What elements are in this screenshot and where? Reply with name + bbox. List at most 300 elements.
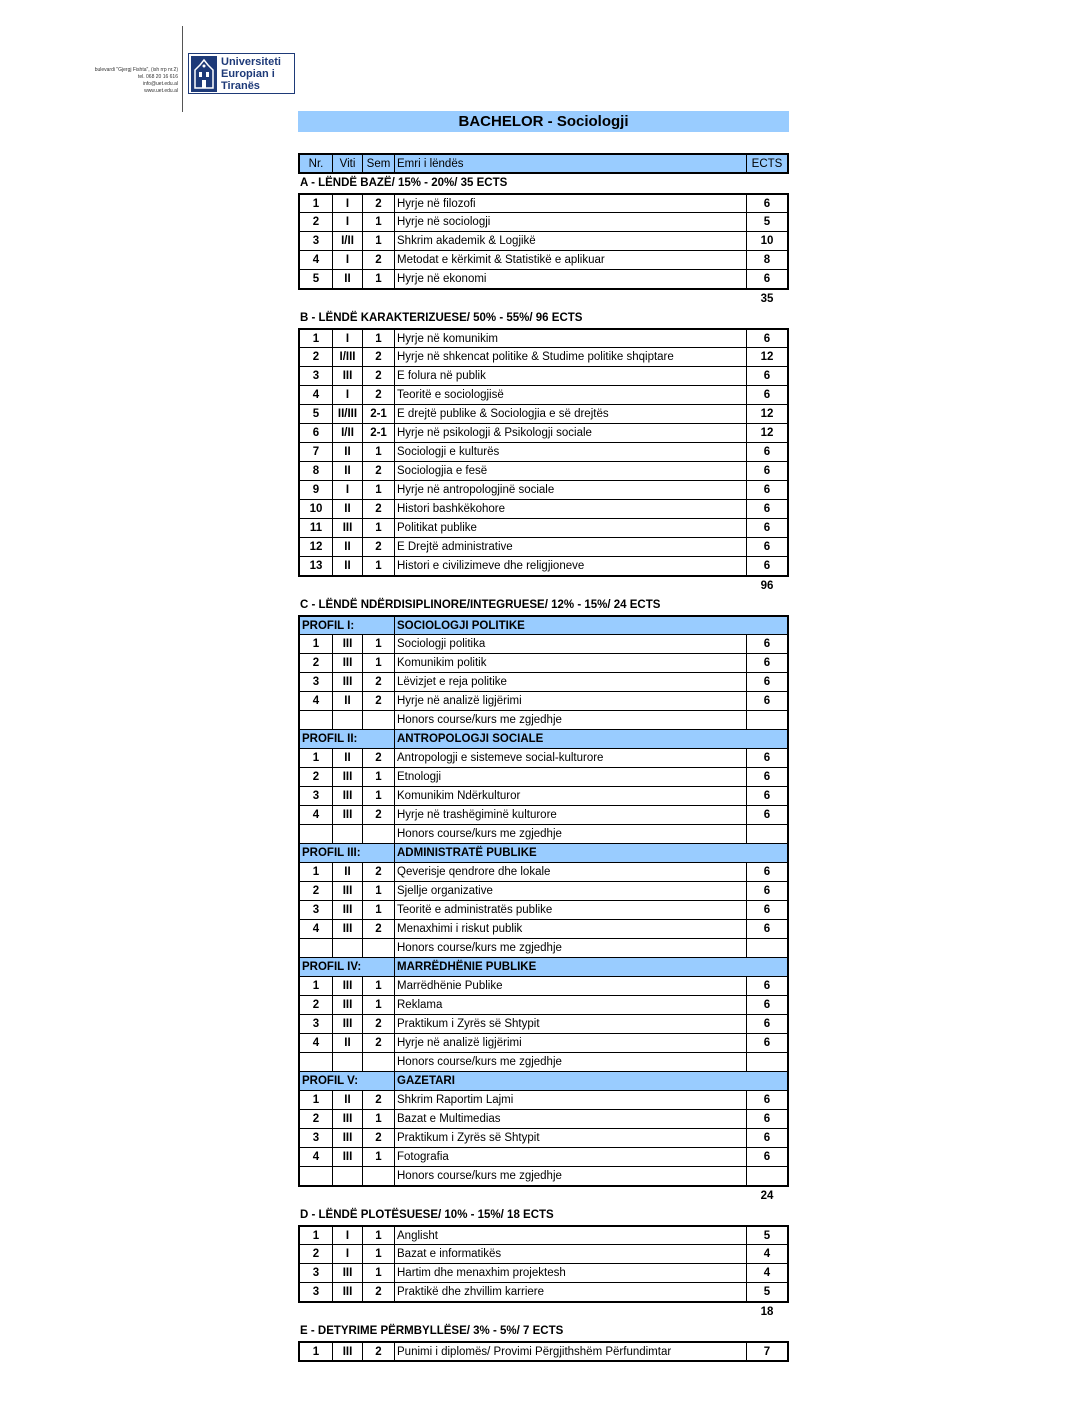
- ects-cell: 5: [763, 216, 771, 228]
- viti-cell: I/III: [333, 348, 363, 366]
- table-row: [298, 654, 789, 673]
- course-name-cell: Lëvizjet e reja politike: [395, 673, 747, 691]
- nr-cell: 3: [300, 1264, 333, 1282]
- profile-header-row: [298, 958, 789, 977]
- table-row: [298, 443, 789, 462]
- column-header-nr: Nr.: [300, 155, 333, 172]
- profile-header-row: [298, 1072, 789, 1091]
- sem-cell: 2: [363, 1283, 395, 1301]
- viti-cell: I: [333, 251, 363, 269]
- ects-cell: [747, 1053, 787, 1071]
- table-row: [298, 939, 789, 958]
- viti-cell: III: [333, 1129, 363, 1147]
- nr-cell: 5: [300, 270, 333, 288]
- ects-cell: [747, 939, 787, 957]
- table-row: [298, 1110, 789, 1129]
- table-row: [298, 920, 789, 939]
- nr-cell: 3: [300, 1015, 333, 1033]
- sem-cell: 1: [363, 1264, 395, 1282]
- viti-cell: III: [333, 882, 363, 900]
- viti-cell: II: [333, 1034, 363, 1052]
- sem-cell: 2: [363, 1091, 395, 1109]
- sem-cell: 1: [363, 901, 395, 919]
- viti-cell: II: [333, 692, 363, 710]
- viti-cell: III: [333, 920, 363, 938]
- nr-cell: 2: [300, 768, 333, 786]
- table-row: [298, 424, 789, 443]
- sem-cell: 2: [363, 386, 395, 404]
- ects-cell: 6: [763, 676, 771, 688]
- nr-cell: 1: [300, 1091, 333, 1109]
- course-name-cell: Sociologji politika: [395, 635, 747, 653]
- sem-cell: 2: [363, 806, 395, 824]
- table-row: [298, 1264, 789, 1283]
- section-title: A - LËNDË BAZË/ 15% - 20%/ 35 ECTS: [300, 177, 508, 189]
- sem-cell: 2: [363, 251, 395, 269]
- total-value: 35: [760, 293, 774, 305]
- ects-cell: [747, 825, 787, 843]
- section-total: [298, 1187, 789, 1206]
- viti-cell: II: [333, 462, 363, 480]
- ects-cell: 6: [763, 790, 771, 802]
- profile-header-row: [298, 730, 789, 749]
- course-name-cell: Politikat publike: [395, 519, 747, 537]
- address-line: www.uet.edu.al: [144, 88, 178, 94]
- viti-cell: II: [333, 500, 363, 518]
- ects-cell: [747, 1167, 787, 1185]
- nr-cell: 4: [300, 1148, 333, 1166]
- sem-cell: 2-1: [363, 405, 395, 423]
- course-name-cell: Antropologji e sistemeve social-kulturore: [395, 749, 747, 767]
- course-name-cell: Shkrim Raportim Lajmi: [395, 1091, 747, 1109]
- course-name-cell: E Drejtë administrative: [395, 538, 747, 556]
- nr-cell: 2: [300, 213, 333, 231]
- profile-label: PROFIL IV:: [300, 958, 395, 976]
- viti-cell: [333, 939, 363, 957]
- course-name-cell: Hartim dhe menaxhim projektesh: [395, 1264, 747, 1282]
- ects-cell: 6: [763, 522, 771, 534]
- ects-cell: 6: [763, 197, 771, 210]
- profile-name: ANTROPOLOGJI SOCIALE: [397, 733, 544, 745]
- sem-cell: 2: [363, 348, 395, 366]
- table-row: [298, 863, 789, 882]
- table-row: [298, 367, 789, 386]
- course-name-cell: Honors course/kurs me zgjedhje: [395, 711, 747, 729]
- nr-cell: 1: [300, 749, 333, 767]
- sem-cell: 1: [363, 768, 395, 786]
- table-row: [298, 711, 789, 730]
- table-row: [298, 232, 789, 251]
- nr-cell: 2: [300, 882, 333, 900]
- course-name-cell: Sjellje organizative: [395, 882, 747, 900]
- course-name-cell: Sociologjia e fesë: [395, 462, 747, 480]
- profile-label: PROFIL V:: [300, 1072, 395, 1090]
- logo-line: Tiranës: [221, 80, 260, 92]
- table-row: [298, 519, 789, 538]
- course-name-cell: Teoritë e administratës publike: [395, 901, 747, 919]
- viti-cell: II: [333, 749, 363, 767]
- ects-cell: 6: [763, 980, 771, 992]
- sem-cell: 1: [363, 330, 395, 347]
- logo-line: Universiteti: [221, 56, 281, 68]
- address-line: bulevardi "Gjergj Fishta", (ish rrp nr.2): [94, 67, 178, 73]
- sem-cell: 1: [363, 213, 395, 231]
- ects-cell: 6: [763, 541, 771, 553]
- sem-cell: 1: [363, 232, 395, 250]
- course-name-cell: Hyrje në trashëgiminë kulturore: [395, 806, 747, 824]
- table-row: [298, 481, 789, 500]
- section-total: [298, 1303, 789, 1322]
- ects-cell: 6: [763, 904, 771, 916]
- table-row: [298, 882, 789, 901]
- table-row: [298, 1283, 789, 1303]
- nr-cell: 8: [300, 462, 333, 480]
- table-row: [298, 692, 789, 711]
- nr-cell: 6: [300, 424, 333, 442]
- viti-cell: I: [333, 1245, 363, 1263]
- column-header-sem: Sem: [363, 155, 395, 172]
- address-line: tel. 068 20 16 616: [137, 74, 178, 80]
- profile-label: PROFIL I:: [300, 617, 395, 634]
- sem-cell: 1: [363, 996, 395, 1014]
- ects-cell: 6: [763, 695, 771, 707]
- sem-cell: 2: [363, 863, 395, 881]
- ects-cell: 6: [763, 1037, 771, 1049]
- nr-cell: 2: [300, 348, 333, 366]
- ects-cell: 6: [763, 923, 771, 935]
- table-row: [298, 348, 789, 367]
- viti-cell: II: [333, 557, 363, 575]
- course-name-cell: Praktikum i Zyrës së Shtypit: [395, 1129, 747, 1147]
- viti-cell: III: [333, 787, 363, 805]
- viti-cell: I: [333, 481, 363, 499]
- profile-header-row: [298, 844, 789, 863]
- viti-cell: III: [333, 673, 363, 691]
- course-name-cell: Marrëdhënie Publike: [395, 977, 747, 995]
- ects-cell: 4: [763, 1248, 771, 1260]
- nr-cell: 3: [300, 673, 333, 691]
- column-header-name: Emri i lëndës: [395, 155, 747, 172]
- table-row: [298, 251, 789, 270]
- table-row: [298, 193, 789, 213]
- sem-cell: 1: [363, 654, 395, 672]
- nr-cell: 3: [300, 1129, 333, 1147]
- viti-cell: II: [333, 538, 363, 556]
- sem-cell: 1: [363, 977, 395, 995]
- sem-cell: 2: [363, 500, 395, 518]
- nr-cell: 9: [300, 481, 333, 499]
- ects-cell: 6: [763, 1151, 771, 1163]
- table-row: [298, 328, 789, 348]
- table-row: [298, 996, 789, 1015]
- ects-cell: [747, 711, 787, 729]
- sem-cell: 2: [363, 692, 395, 710]
- viti-cell: III: [333, 1343, 363, 1360]
- viti-cell: I/II: [333, 424, 363, 442]
- sem-cell: 2: [363, 749, 395, 767]
- nr-cell: [300, 825, 333, 843]
- profile-label: PROFIL II:: [300, 730, 395, 748]
- section-total: [298, 290, 789, 309]
- total-value: 18: [760, 1306, 774, 1318]
- ects-cell: 6: [763, 560, 771, 572]
- nr-cell: [300, 1053, 333, 1071]
- column-header-viti: Viti: [333, 155, 363, 172]
- ects-cell: 6: [763, 885, 771, 897]
- ects-cell: 12: [760, 408, 774, 420]
- viti-cell: [333, 1167, 363, 1185]
- ects-cell: 6: [763, 389, 771, 401]
- viti-cell: III: [333, 367, 363, 385]
- viti-cell: [333, 711, 363, 729]
- table-row: [298, 673, 789, 692]
- total-value: 96: [760, 580, 774, 592]
- viti-cell: III: [333, 635, 363, 653]
- viti-cell: III: [333, 977, 363, 995]
- sem-cell: 1: [363, 270, 395, 288]
- header-divider: [182, 26, 183, 112]
- ects-cell: 6: [763, 771, 771, 783]
- course-name-cell: Histori e civilizimeve dhe religjioneve: [395, 557, 747, 575]
- table-row: [298, 1167, 789, 1187]
- table-row: [298, 1015, 789, 1034]
- sem-cell: 1: [363, 443, 395, 461]
- nr-cell: 12: [300, 538, 333, 556]
- sem-cell: 2: [363, 195, 395, 212]
- sem-cell: 2-1: [363, 424, 395, 442]
- sem-cell: [363, 939, 395, 957]
- ects-cell: 12: [760, 427, 774, 439]
- viti-cell: III: [333, 1110, 363, 1128]
- course-name-cell: Hyrje në antropologjinë sociale: [395, 481, 747, 499]
- viti-cell: I: [333, 213, 363, 231]
- sem-cell: [363, 1167, 395, 1185]
- nr-cell: 3: [300, 901, 333, 919]
- course-name-cell: Metodat e kërkimit & Statistikë e aplikuar: [395, 251, 747, 269]
- course-name-cell: Menaxhimi i riskut publik: [395, 920, 747, 938]
- course-name-cell: Komunikim politik: [395, 654, 747, 672]
- viti-cell: II: [333, 863, 363, 881]
- course-name-cell: Hyrje në shkencat politike & Studime politike shqiptare: [395, 348, 747, 366]
- sem-cell: 2: [363, 1343, 395, 1360]
- course-name-cell: Fotografia: [395, 1148, 747, 1166]
- building-icon: [191, 56, 217, 92]
- viti-cell: III: [333, 996, 363, 1014]
- sem-cell: 1: [363, 635, 395, 653]
- course-name-cell: Hyrje në komunikim: [395, 330, 747, 347]
- table-row: [298, 1245, 789, 1264]
- ects-cell: 6: [763, 484, 771, 496]
- viti-cell: III: [333, 768, 363, 786]
- nr-cell: 1: [300, 330, 333, 347]
- viti-cell: III: [333, 1283, 363, 1301]
- course-name-cell: Bazat e informatikës: [395, 1245, 747, 1263]
- ects-cell: 5: [763, 1229, 771, 1242]
- sem-cell: 2: [363, 1015, 395, 1033]
- sem-cell: 1: [363, 481, 395, 499]
- nr-cell: 3: [300, 1283, 333, 1301]
- section-title: C - LËNDË NDËRDISIPLINORE/INTEGRUESE/ 12% - 15%/ 24 ECTS: [300, 599, 661, 611]
- nr-cell: [300, 1167, 333, 1185]
- column-header-ects: ECTS: [751, 157, 783, 170]
- sem-cell: 1: [363, 519, 395, 537]
- nr-cell: 4: [300, 1034, 333, 1052]
- nr-cell: [300, 939, 333, 957]
- nr-cell: 3: [300, 787, 333, 805]
- ects-cell: 5: [763, 1286, 771, 1298]
- ects-cell: 6: [763, 657, 771, 669]
- ects-cell: 6: [763, 465, 771, 477]
- profile-name: MARRËDHËNIE PUBLIKE: [397, 961, 537, 973]
- nr-cell: [300, 711, 333, 729]
- nr-cell: 1: [300, 635, 333, 653]
- viti-cell: III: [333, 519, 363, 537]
- profile-label: PROFIL III:: [300, 844, 395, 862]
- ects-cell: 6: [763, 273, 771, 285]
- ects-cell: 6: [763, 370, 771, 382]
- viti-cell: III: [333, 1264, 363, 1282]
- sem-cell: 2: [363, 1129, 395, 1147]
- table-row: [298, 270, 789, 290]
- course-name-cell: Honors course/kurs me zgjedhje: [395, 1167, 747, 1185]
- course-name-cell: Hyrje në analizë ligjërimi: [395, 692, 747, 710]
- logo-line: Europian i: [221, 68, 275, 80]
- viti-cell: III: [333, 901, 363, 919]
- course-name-cell: Teoritë e sociologjisë: [395, 386, 747, 404]
- total-value: 24: [760, 1190, 774, 1202]
- sem-cell: 1: [363, 1245, 395, 1263]
- course-name-cell: Bazat e Multimedias: [395, 1110, 747, 1128]
- nr-cell: 1: [300, 1227, 333, 1244]
- nr-cell: 2: [300, 1110, 333, 1128]
- nr-cell: 3: [300, 367, 333, 385]
- ects-cell: 6: [763, 999, 771, 1011]
- course-name-cell: Anglisht: [395, 1227, 747, 1244]
- nr-cell: 4: [300, 251, 333, 269]
- viti-cell: III: [333, 806, 363, 824]
- viti-cell: [333, 825, 363, 843]
- sem-cell: [363, 711, 395, 729]
- sem-cell: 2: [363, 367, 395, 385]
- ects-cell: 6: [763, 866, 771, 878]
- viti-cell: II: [333, 1091, 363, 1109]
- viti-cell: I: [333, 386, 363, 404]
- nr-cell: 4: [300, 806, 333, 824]
- course-name-cell: Praktikum i Zyrës së Shtypit: [395, 1015, 747, 1033]
- table-row: [298, 405, 789, 424]
- section-title: E - DETYRIME PËRMBYLLËSE/ 3% - 5%/ 7 ECTS: [300, 1325, 564, 1337]
- course-name-cell: Qeverisje qendrore dhe lokale: [395, 863, 747, 881]
- sem-cell: 1: [363, 1110, 395, 1128]
- nr-cell: 4: [300, 920, 333, 938]
- table-row: [298, 1129, 789, 1148]
- table-row: [298, 557, 789, 577]
- table-row: [298, 768, 789, 787]
- table-row: [298, 1034, 789, 1053]
- ects-cell: 6: [763, 752, 771, 764]
- sem-cell: 1: [363, 1148, 395, 1166]
- nr-cell: 4: [300, 692, 333, 710]
- viti-cell: I: [333, 330, 363, 347]
- ects-cell: 6: [763, 446, 771, 458]
- viti-cell: II: [333, 443, 363, 461]
- profile-name: GAZETARI: [397, 1075, 455, 1087]
- nr-cell: 3: [300, 232, 333, 250]
- table-row: [298, 1148, 789, 1167]
- curriculum-table: [298, 153, 789, 1362]
- profile-header-row: [298, 615, 789, 635]
- ects-cell: 10: [760, 235, 774, 247]
- sem-cell: 1: [363, 1227, 395, 1244]
- course-name-cell: Sociologji e kulturës: [395, 443, 747, 461]
- viti-cell: III: [333, 1015, 363, 1033]
- table-row: [298, 1091, 789, 1110]
- course-name-cell: E drejtë publike & Sociologjia e së drejtës: [395, 405, 747, 423]
- table-row: [298, 538, 789, 557]
- nr-cell: 7: [300, 443, 333, 461]
- nr-cell: 1: [300, 977, 333, 995]
- course-name-cell: Punimi i diplomës/ Provimi Përgjithshëm Përfundimtar: [395, 1343, 747, 1360]
- course-name-cell: Hyrje në psikologji & Psikologji sociale: [395, 424, 747, 442]
- viti-cell: III: [333, 1148, 363, 1166]
- sem-cell: 2: [363, 538, 395, 556]
- course-name-cell: Hyrje në ekonomi: [395, 270, 747, 288]
- nr-cell: 10: [300, 500, 333, 518]
- ects-cell: 8: [763, 254, 771, 266]
- section-title: B - LËNDË KARAKTERIZUESE/ 50% - 55%/ 96 ECTS: [300, 312, 583, 324]
- viti-cell: I: [333, 195, 363, 212]
- course-name-cell: Hyrje në filozofi: [395, 195, 747, 212]
- sem-cell: 2: [363, 673, 395, 691]
- ects-cell: 6: [763, 1094, 771, 1106]
- ects-cell: 6: [763, 638, 771, 650]
- viti-cell: I: [333, 1227, 363, 1244]
- table-row: [298, 1341, 789, 1362]
- logo-wordmark: [221, 56, 281, 92]
- table-row: [298, 749, 789, 768]
- ects-cell: 6: [763, 332, 771, 345]
- table-row: [298, 213, 789, 232]
- sem-cell: [363, 1053, 395, 1071]
- page-title: BACHELOR - Sociologji: [298, 111, 789, 132]
- viti-cell: [333, 1053, 363, 1071]
- sem-cell: [363, 825, 395, 843]
- course-name-cell: Honors course/kurs me zgjedhje: [395, 825, 747, 843]
- nr-cell: 13: [300, 557, 333, 575]
- course-name-cell: Hyrje në analizë ligjërimi: [395, 1034, 747, 1052]
- viti-cell: I/II: [333, 232, 363, 250]
- course-name-cell: Etnologji: [395, 768, 747, 786]
- table-header-row: [298, 153, 789, 174]
- viti-cell: II/III: [333, 405, 363, 423]
- address-line: info@uet.edu.al: [142, 81, 178, 87]
- sem-cell: 1: [363, 557, 395, 575]
- nr-cell: 2: [300, 654, 333, 672]
- course-name-cell: Reklama: [395, 996, 747, 1014]
- viti-cell: II: [333, 270, 363, 288]
- page-header: [0, 0, 1088, 110]
- sem-cell: 2: [363, 1034, 395, 1052]
- sem-cell: 1: [363, 882, 395, 900]
- course-name-cell: Histori bashkëkohore: [395, 500, 747, 518]
- table-row: [298, 787, 789, 806]
- nr-cell: 5: [300, 405, 333, 423]
- profile-name: SOCIOLOGJI POLITIKE: [397, 619, 525, 632]
- ects-cell: 7: [763, 1345, 771, 1358]
- nr-cell: 1: [300, 863, 333, 881]
- profile-name: ADMINISTRATË PUBLIKE: [397, 847, 537, 859]
- course-name-cell: Honors course/kurs me zgjedhje: [395, 1053, 747, 1071]
